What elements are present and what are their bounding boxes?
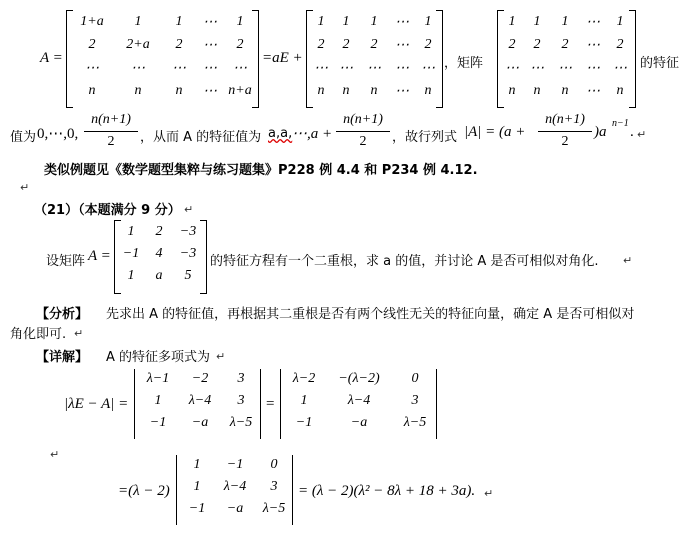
matrix-cell: ⋯ [530,61,544,76]
matrix-cell: 1 [300,393,308,408]
row2-period: . [630,124,634,140]
matrix-cell: −1 [295,415,313,430]
matrix-cell: ⋯ [395,15,409,30]
matrix-cell: −3 [179,246,197,261]
det2-matrix [180,457,292,517]
matrix-cell: 2 [616,37,624,52]
matrix-cell: 1 [370,14,378,29]
matrix-cell: ⋯ [314,61,328,76]
detail-text: A 的特征多项式为 [106,350,211,365]
det2-right-bar [292,455,293,525]
row1-matrix2 [310,14,440,100]
matrix-cell: λ−4 [188,393,212,408]
matrix-cell: ⋯ [203,84,217,99]
row2-detA: |A| = (a + [464,124,526,140]
matrix-cell: −3 [179,224,197,239]
matrix-cell: 3 [237,371,245,386]
matrix1-right-bracket [252,10,259,108]
matrix-cell: 1 [342,14,350,29]
row1-matrix1 [70,14,256,100]
matrix-cell: n+a [228,83,252,98]
matrix-cell: 2 [317,37,325,52]
matrix-cell: n [88,83,96,98]
row1-aE-label: =aE + [262,50,303,66]
matrix-cell: 1 [561,14,569,29]
matrix-cell: ⋯ [505,61,519,76]
matrix-cell: 1 [193,479,201,494]
row2-frac2-num: n(n+1) [343,112,383,127]
row2-frac2-line [336,131,390,132]
matrix-cell: ⋯ [586,84,600,99]
matrix-cell: a [155,268,163,283]
matrix-cell: ⋯ [339,61,353,76]
matrix-cell: n [533,83,541,98]
matrix-cell: −a [191,415,209,430]
matrix-cell: 1 [533,14,541,29]
det1-equals: = [266,396,275,412]
matrix-cell: 2 [424,37,432,52]
det1-lhs: |λE − A| = [64,396,129,412]
analysis-text-line1: 先求出 A 的特征值，再根据其二重根是否有两个线性无关的特征向量，确定 A 是否可相似对 [106,307,635,322]
matrix-cell: ⋯ [613,61,627,76]
matrix-cell: n [317,83,325,98]
matrix-cell: 1 [317,14,325,29]
matrix-cell: ⋯ [586,15,600,30]
matrix-cell: 2 [236,37,244,52]
row2-frac3-num: n(n+1) [545,112,585,127]
analysis-label: 【分析】 [36,307,89,322]
detail-label: 【详解】 [36,350,89,365]
matrix-cell: n [370,83,378,98]
matrix-cell: n [342,83,350,98]
similar-problems-line: 类似例题见《数学题型集粹与练习题集》P228 例 4.4 和 P234 例 4.12. [44,163,478,178]
matrix-cell: 0 [270,457,278,472]
matrix-cell: ⋯ [203,15,217,30]
q21-suffix: 的特征方程有一个二重根，求 a 的值，并讨论 A 是否可相似对角化. [210,254,599,269]
matrix-cell: 1 [154,393,162,408]
matrix-cell: 3 [270,479,278,494]
matrix-cell: ⋯ [558,61,572,76]
analysis-text-line2: 角化即可. [10,327,67,342]
matrix-cell: 1 [134,14,142,29]
matrix-cell: −a [226,501,244,516]
det2-rhs: = (λ − 2)(λ² − 8λ + 18 + 3a). [298,483,476,499]
matrix-cell: 3 [411,393,419,408]
det2-left-bar [176,455,177,525]
q21-title: （21）（本题满分 9 分） [34,203,181,218]
pilcrow-mark: ↵ [50,448,60,461]
matrix-cell: ⋯ [203,61,217,76]
matrix-cell: ⋯ [203,38,217,53]
matrix-cell: 2 [155,224,163,239]
matrix-cell: 1 [616,14,624,29]
row1-A-label: A = [40,50,63,66]
matrix-cell: −2 [191,371,209,386]
matrix-cell: −1 [226,457,244,472]
row2-frac3-den: 2 [561,134,569,149]
matrix-cell: ⋯ [395,61,409,76]
matrix-cell: −a [350,415,368,430]
row2-frac1-num: n(n+1) [91,112,131,127]
matrix-cell: λ−5 [229,415,253,430]
matrix-cell: n [424,83,432,98]
matrix-cell: 2 [508,37,516,52]
matrix-cell: 2 [561,37,569,52]
matrix-cell: 2+a [126,37,150,52]
matrix-cell: 2 [88,37,96,52]
matrix2-right-bracket [436,10,443,108]
row2-aa-text: a,a, [268,126,293,141]
matrix-cell: 3 [237,393,245,408]
pilcrow-mark: ↵ [637,128,647,141]
matrix-cell: 1 [175,14,183,29]
matrix-cell: 1 [424,14,432,29]
matrix-cell: λ−1 [146,371,170,386]
matrix-cell: λ−4 [347,393,371,408]
matrix-cell: −1 [122,246,140,261]
row2-zhiwei-text: 值为 [10,130,37,145]
matrix-cell: n [134,83,142,98]
row2-frac2-den: 2 [359,134,367,149]
det1-m2-right-bar [436,369,437,439]
matrix-cell: λ−5 [403,415,427,430]
matrix-cell: 4 [155,246,163,261]
row2-frac1-den: 2 [107,134,115,149]
det1-m1-right-bar [260,369,261,439]
matrix-cell: 5 [184,268,192,283]
matrix-cell: ⋯ [85,61,99,76]
matrix-cell: λ−2 [292,371,316,386]
row2-zero-values: 0,⋯,0, [37,126,79,142]
matrix-cell: ⋯ [586,61,600,76]
matrix-cell: ⋯ [131,61,145,76]
matrix-cell: n [616,83,624,98]
matrix3-right-bracket [629,10,636,108]
matrix-cell: ⋯ [395,84,409,99]
matrix-cell: 2 [533,37,541,52]
pilcrow-mark: ↵ [20,181,30,194]
row1-matrix3 [501,14,633,100]
pilcrow-mark: ↵ [184,203,194,216]
matrix-cell: −1 [188,501,206,516]
matrix-cell: ⋯ [421,61,435,76]
matrix-cell: ⋯ [367,61,381,76]
matrix-cell: −1 [149,415,167,430]
matrix-cell: 1+a [80,14,104,29]
pilcrow-mark: ↵ [216,350,226,363]
row2-guhang-text: ，故行列式 [392,130,458,145]
matrix-cell: 2 [342,37,350,52]
matrix-cell: 0 [411,371,419,386]
det1-matrix2 [284,371,436,431]
matrix-cell: 1 [127,224,135,239]
matrix-cell: ⋯ [233,61,247,76]
row2-frac3-line [538,131,592,132]
matrix-cell: n [175,83,183,98]
matrix-cell: 1 [508,14,516,29]
row1-tezheng-text: 的特征 [640,56,680,71]
row2-frac1-line [84,131,138,132]
row1-juzhen-text: ，矩阵 [444,56,484,71]
det1-m2-left-bar [280,369,281,439]
det1-m1-left-bar [134,369,135,439]
matrix-cell: −(λ−2) [338,371,380,386]
det2-lhs: =(λ − 2) [118,483,170,499]
matrix-cell: 2 [370,37,378,52]
matrix-cell: ⋯ [586,38,600,53]
matrix-cell: 1 [236,14,244,29]
row2-close-pow: )a [594,124,607,140]
pilcrow-mark: ↵ [74,327,84,340]
pilcrow-mark: ↵ [484,487,494,500]
matrix-cell: 2 [175,37,183,52]
q21-prefix: 设矩阵 [46,254,86,269]
matrix-cell: λ−4 [223,479,247,494]
pilcrow-mark: ↵ [623,254,633,267]
matrix-cell: ⋯ [172,61,186,76]
matrix-cell: n [508,83,516,98]
row2-exponent: n−1 [612,118,629,129]
det1-matrix1 [138,371,260,431]
matrix-cell: λ−5 [262,501,286,516]
row2-dots-a: ⋯,a + [292,126,333,142]
matrix-cell: n [561,83,569,98]
q21-right-bracket [200,220,207,294]
matrix-cell: 1 [193,457,201,472]
matrix-cell: ⋯ [395,38,409,53]
matrix-cell: 1 [127,268,135,283]
row2-congerv-text: ，从而 A 的特征值为 [140,130,262,145]
q21-A-label: A = [88,248,111,264]
q21-matrix [118,224,202,284]
